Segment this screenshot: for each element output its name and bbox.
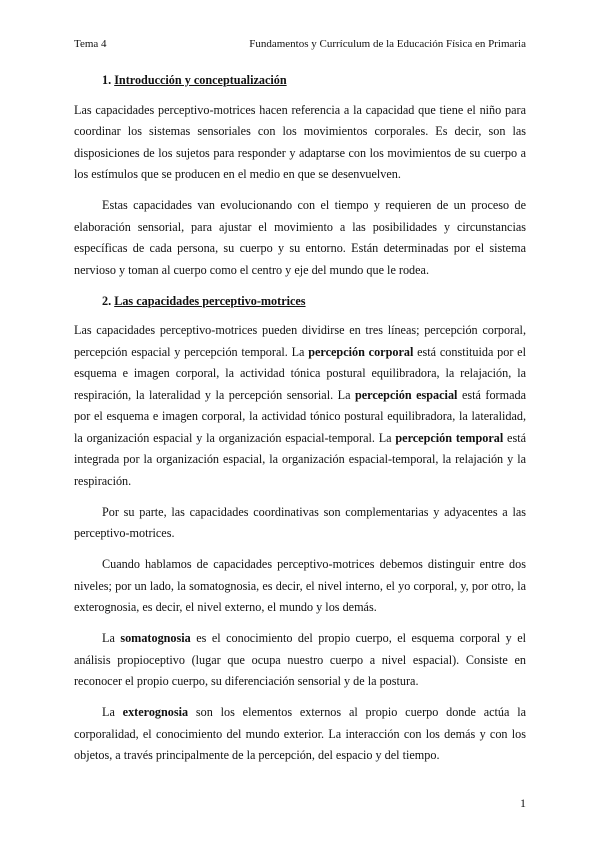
text-run: La: [102, 705, 123, 719]
section-2-paragraph-1: [74, 320, 526, 492]
text-run: Las capacidades perceptivo-motrices pueden dividirse en tres líneas; percepción corporal, percepción espacial y percepción temporal. La: [74, 323, 526, 359]
text-run: está integrada por la organización espacial, la organización espacial-temporal, la relajación y la respiración.: [74, 430, 526, 488]
text-run: está formada por el esquema e imagen corporal, la actividad tónico postural equilibradora, la lateralidad, la organización espacial y la organización espacial-temporal. La: [74, 387, 526, 445]
section-2-paragraph-5: [74, 702, 526, 767]
text-run: es el conocimiento del propio cuerpo, el esquema corporal y el análisis propioceptivo (lugar que ocupa nuestro cuerpo a nivel espacial). Consiste en reconocer el propio cuerpo, su diferenciación sensorial y de la postura.: [74, 631, 527, 688]
section-2-title: Las capacidades perceptivo-motrices: [114, 293, 306, 308]
text-run: está constituida por el esquema e imagen corporal, la actividad tónica postural equilibradora, la relajación, la respiración, la lateralidad y la percepción sensorial. La: [74, 344, 526, 402]
document-body: [74, 70, 526, 776]
section-1-paragraph-2: Estas capacidades van evolucionando con el tiempo y requieren de un proceso de elaboración sensorial, para ajustar el movimiento a las posibilidades y circunstancias específicas de cada persona, su cuerpo y su entorno. Están determinadas por el sistema nervioso y toman al cuerpo como el centro y eje del mundo que le rodea.: [74, 198, 526, 277]
section-2-paragraph-3: Cuando hablamos de capacidades perceptivo-motrices debemos distinguir entre dos niveles; por un lado, la somatognosia, es decir, el nivel interno, el yo corporal, y, por otro, la exterognosia, es decir, el nivel externo, el mundo y los demás.: [74, 557, 526, 614]
section-2-paragraph-4: [74, 628, 526, 693]
term-percepcion-temporal: percepción temporal: [395, 430, 504, 445]
section-1-paragraph-1: Las capacidades perceptivo-motrices hacen referencia a la capacidad que tiene el niño para coordinar los sistemas sensoriales con los movimientos corporales. Es decir, son las disposiciones de los sujetos para responder y adaptarse con los movimientos de su cuerpo a los estímulos que se producen en el medio en que se desenvuelven.: [74, 102, 526, 181]
section-1-title: Introducción y conceptualización: [114, 73, 287, 87]
term-percepcion-espacial: percepción espacial: [354, 387, 458, 402]
section-1-heading: [102, 70, 526, 92]
header-topic: Tema 4: [74, 38, 107, 50]
text-run: son los elementos externos al propio cuerpo donde actúa la corporalidad, el conocimiento del mundo exterior. La interacción con los demás y con los objetos, a través principalmente de la percepción, del espacio y del tiempo.: [74, 705, 526, 762]
page-number: 1: [520, 796, 526, 810]
section-2-number: 2.: [102, 293, 112, 308]
text-run: La: [102, 631, 121, 645]
header-course-title: Fundamentos y Currículum de la Educación Física en Primaria: [249, 38, 526, 50]
term-percepcion-corporal: percepción corporal: [308, 344, 414, 359]
section-1-number: 1.: [102, 73, 112, 87]
section-2-paragraph-2: Por su parte, las capacidades coordinativas son complementarias y adyacentes a las perceptivo-motrices.: [74, 504, 526, 540]
term-somatognosia: somatognosia: [120, 631, 191, 645]
term-exterognosia: exterognosia: [122, 705, 189, 719]
section-2-heading: [102, 291, 526, 313]
